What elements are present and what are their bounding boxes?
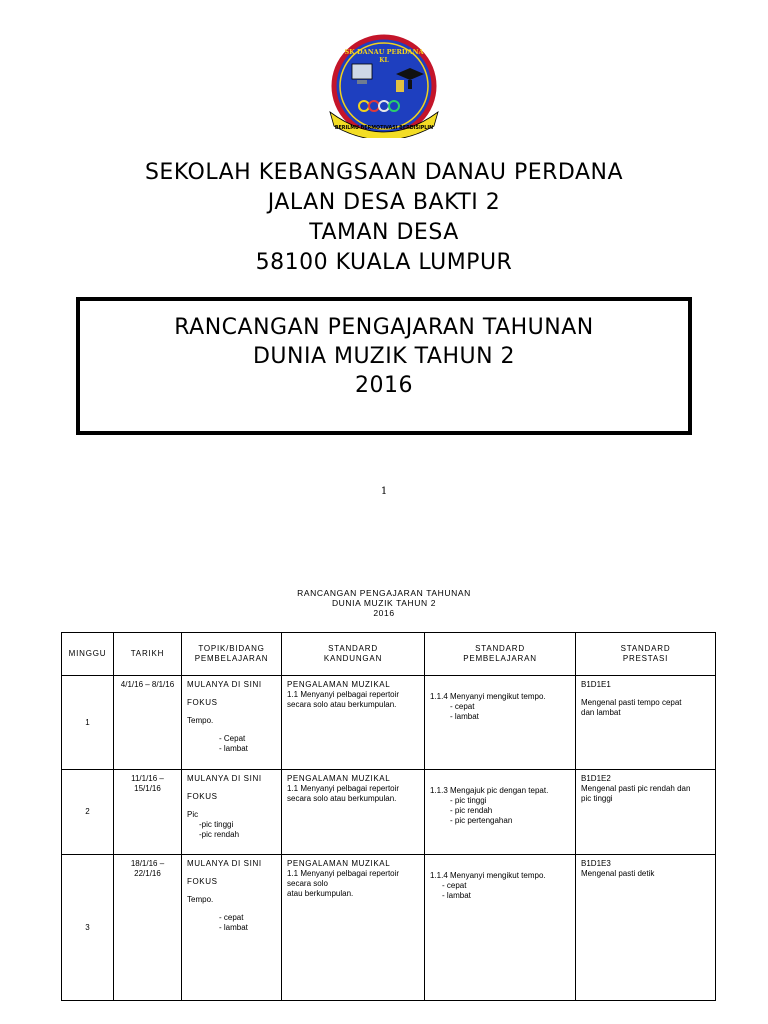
- cell-standard-pembelajaran: 1.1.3 Mengajuk pic dengan tepat. - pic tinggi - pic rendah - pic pertengahan: [425, 770, 576, 855]
- header-standard-kandungan: STANDARD KANDUNGAN: [282, 633, 425, 676]
- header-standard-pembelajaran: STANDARD PEMBELAJARAN: [425, 633, 576, 676]
- logo-top-text-kl: KL: [379, 57, 389, 64]
- cell-standard-prestasi: B1D1E2 Mengenal pasti pic rendah dan pic tinggi: [576, 770, 716, 855]
- cell-standard-kandungan: PENGALAMAN MUZIKAL 1.1 Menyanyi pelbagai repertoir secara solo atau berkumpulan.: [282, 855, 425, 1001]
- title-box: [76, 297, 692, 435]
- school-address-city: 58100 KUALA LUMPUR: [255, 250, 513, 275]
- cell-tarikh: 4/1/16 – 8/1/16: [114, 676, 182, 770]
- cell-standard-pembelajaran: 1.1.4 Menyanyi mengikut tempo. - cepat - lambat: [425, 855, 576, 1001]
- cell-topik: MULANYA DI SINI FOKUS Pic -pic tinggi -pic rendah: [182, 770, 282, 855]
- school-logo: [322, 34, 446, 138]
- table-heading-line-1: RANCANGAN PENGAJARAN TAHUNAN: [297, 588, 471, 598]
- header-tarikh: TARIKH: [114, 633, 182, 676]
- cell-tarikh: 18/1/16 – 22/1/16: [114, 855, 182, 1001]
- school-address-area: TAMAN DESA: [309, 220, 459, 245]
- cell-minggu: 1: [62, 676, 114, 770]
- cell-minggu: 3: [62, 855, 114, 1001]
- table-row: [62, 676, 716, 770]
- cell-tarikh: 11/1/16 – 15/1/16: [114, 770, 182, 855]
- table-heading: [0, 588, 768, 618]
- cell-standard-kandungan: PENGALAMAN MUZIKAL 1.1 Menyanyi pelbagai repertoir secara solo atau berkumpulan.: [282, 770, 425, 855]
- logo-motto: BERILMU BERMOTIVASI BERDISIPLIN: [334, 126, 434, 131]
- table-heading-line-2: DUNIA MUZIK TAHUN 2: [331, 598, 437, 608]
- page-number: 1: [380, 486, 388, 497]
- cell-standard-prestasi: B1D1E1 Mengenal pasti tempo cepat dan lambat: [576, 676, 716, 770]
- header-standard-prestasi: STANDARD PRESTASI: [576, 633, 716, 676]
- lesson-plan-table: [61, 632, 716, 1001]
- logo-top-text: SK DANAU PERDANA: [344, 48, 424, 56]
- table-row: [62, 770, 716, 855]
- school-header: [0, 158, 768, 278]
- title-line-2: DUNIA MUZIK TAHUN 2: [252, 344, 516, 369]
- title-line-3: 2016: [355, 373, 413, 398]
- header-topik: TOPIK/BIDANG PEMBELAJARAN: [182, 633, 282, 676]
- header-minggu: MINGGU: [62, 633, 114, 676]
- school-name: SEKOLAH KEBANGSAAN DANAU PERDANA: [144, 160, 624, 185]
- cell-minggu: 2: [62, 770, 114, 855]
- cell-standard-prestasi: B1D1E3 Mengenal pasti detik: [576, 855, 716, 1001]
- cell-topik: MULANYA DI SINI FOKUS Tempo. - Cepat - lambat: [182, 676, 282, 770]
- title-line-1: RANCANGAN PENGAJARAN TAHUNAN: [174, 315, 594, 340]
- table-heading-line-3: 2016: [373, 608, 395, 618]
- table-row: [62, 855, 716, 1001]
- table-header-row: [62, 633, 716, 676]
- cell-topik: MULANYA DI SINI FOKUS Tempo. - cepat - lambat: [182, 855, 282, 1001]
- cell-standard-pembelajaran: 1.1.4 Menyanyi mengikut tempo. - cepat - lambat: [425, 676, 576, 770]
- school-address-street: JALAN DESA BAKTI 2: [267, 190, 501, 215]
- cell-standard-kandungan: PENGALAMAN MUZIKAL 1.1 Menyanyi pelbagai repertoir secara solo atau berkumpulan.: [282, 676, 425, 770]
